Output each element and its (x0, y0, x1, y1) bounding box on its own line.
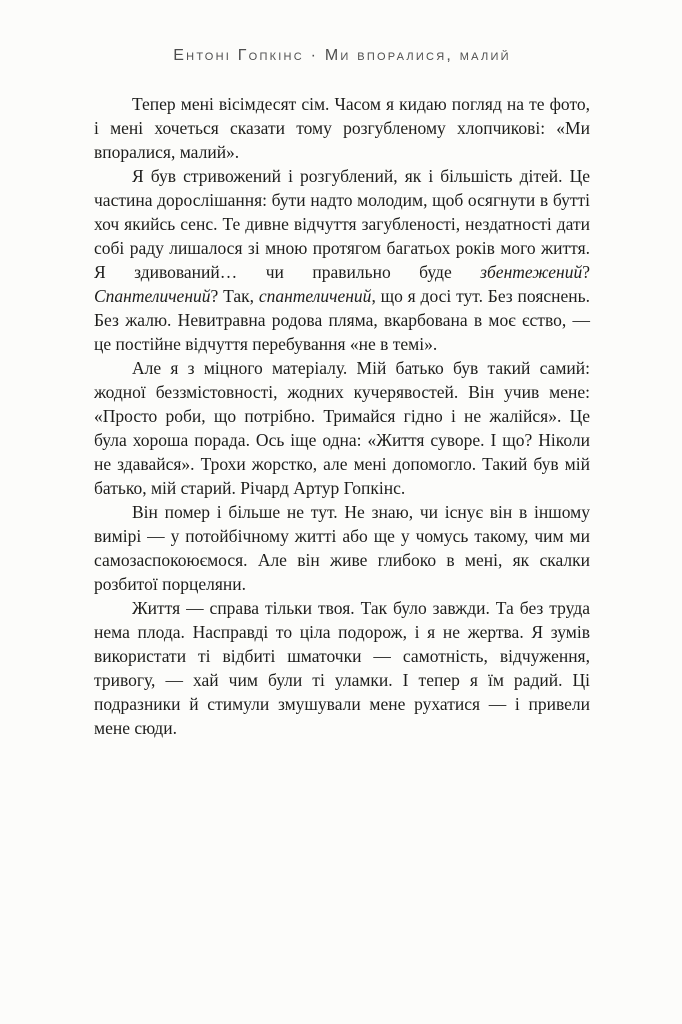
text-segment: Тепер мені вісімдесят сім. Часом я кидаю погляд на те фото, і мені хочеться сказати тому розгубленому хлопчикові: «Ми впоралися, малий». (94, 94, 590, 162)
text-segment: Але я з міцного матеріалу. Мій батько був такий самий: жодної беззмістовності, жодних кучерявостей. Він учив мене: «Просто роби, що потрібно. Тримайся гідно і не жалійся». Це була хороша порада. Ось іще одна: «Життя суворе. І що? Ніколи не здавайся». Трохи жорстко, але мені допомогло. Такий був мій батько, мій старий. Річард Артур Гопкінс. (94, 358, 590, 498)
text-segment: Я був стривожений і розгублений, як і більшість дітей. Це частина дорослішання: бути надто молодим, щоб осягнути в бутті хоч якийсь сенс. Те дивне відчуття загубленості, нездатності дати собі раду лишалося зі мною протягом багатьох років мого життя. Я здивований… чи правильно буде (94, 166, 590, 282)
text-segment: ? Так, (210, 286, 259, 306)
running-header: Ентоні Гопкінс · Ми впоралися, малий (173, 47, 511, 64)
italic-text-segment: Спантеличений (94, 286, 211, 306)
paragraph (94, 596, 590, 740)
paragraph (94, 164, 590, 356)
paragraph (94, 356, 590, 500)
text-segment: , що я досі тут. Без пояснень. Без жалю. Невитравна родова пляма, вкарбована в моє єство, — це постійне відчуття перебування «не в темі». (94, 286, 590, 354)
italic-text-segment: спантеличений (258, 286, 372, 306)
paragraph (94, 92, 590, 164)
text-segment: Він помер і більше не тут. Не знаю, чи існує він в іншому вимірі — у потойбічному житті або ще у чомусь такому, чим ми самозаспокоюємося. Але він живе глибоко в мені, як скалки розбитої порцеляни. (94, 502, 590, 594)
text-segment: ? (582, 262, 590, 282)
paragraph (94, 500, 590, 596)
italic-text-segment: збентежений (480, 262, 583, 282)
text-segment: Життя — справа тільки твоя. Так було завжди. Та без труда нема плода. Насправді то ціла подорож, і я не жертва. Я зумів використати ті відбиті шматочки — самотність, відчуження, тривогу, — хай чим були ті уламки. І тепер я їм радий. Ці подразники й стимули змушували мене рухатися — і привели мене сюди. (94, 598, 590, 738)
body-text (94, 92, 590, 740)
